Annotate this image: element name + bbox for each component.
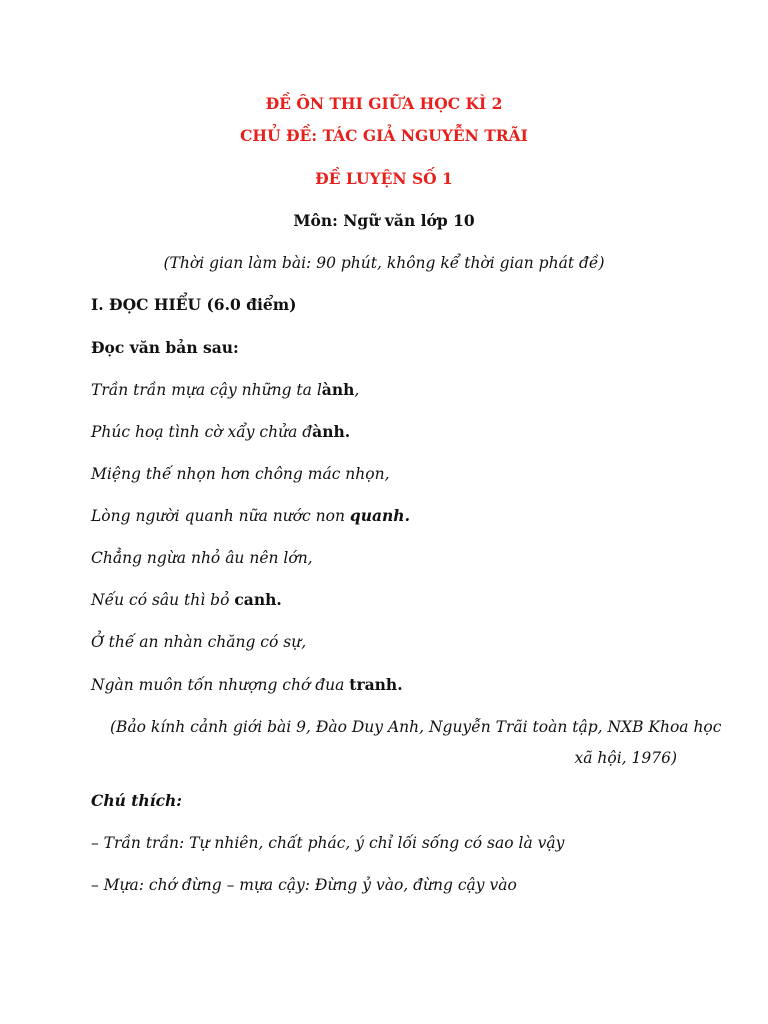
notes-heading: Chú thích: (91, 791, 183, 810)
poem-line: Ngàn muôn tốn nhượng chớ đua tranh. (91, 675, 403, 694)
source-citation-line-1: (Bảo kính cảnh giới bài 9, Đào Duy Anh, Nguyễn Trãi toàn tập, NXB Khoa học (110, 718, 722, 736)
title-line-2: CHỦ ĐỀ: TÁC GIẢ NGUYỄN TRÃI (240, 126, 528, 145)
subject-line: Môn: Ngữ văn lớp 10 (293, 211, 475, 230)
poem-line: Phúc hoạ tình cờ xẩy chửa đành. (91, 422, 351, 441)
time-note: (Thời gian làm bài: 90 phút, không kể thời gian phát đề) (163, 254, 605, 272)
poem-line: Nếu có sâu thì bỏ canh. (91, 590, 282, 609)
note-item: – Trần trần: Tự nhiên, chất phác, ý chỉ lối sống có sao là vậy (91, 834, 565, 852)
reading-instruction: Đọc văn bản sau: (91, 338, 239, 357)
poem-line: Chẳng ngừa nhỏ âu nên lớn, (91, 549, 313, 567)
exam-number: ĐỀ LUYỆN SỐ 1 (315, 169, 453, 188)
poem-line: Lòng người quanh nữa nước non quanh. (91, 506, 410, 525)
poem-line: Miệng thế nhọn hơn chông mác nhọn, (91, 465, 390, 483)
title-line-1: ĐỀ ÔN THI GIỮA HỌC KÌ 2 (265, 94, 503, 113)
note-item: – Mựa: chớ đừng – mựa cậy: Đừng ỷ vào, đừng cậy vào (91, 876, 517, 894)
poem-line: Ở thế an nhàn chăng có sự, (91, 633, 307, 651)
section-heading: I. ĐỌC HIỂU (6.0 điểm) (91, 295, 297, 314)
source-citation-line-2: xã hội, 1976) (574, 749, 677, 767)
poem-line: Trần trần mựa cậy những ta lành, (91, 380, 360, 399)
